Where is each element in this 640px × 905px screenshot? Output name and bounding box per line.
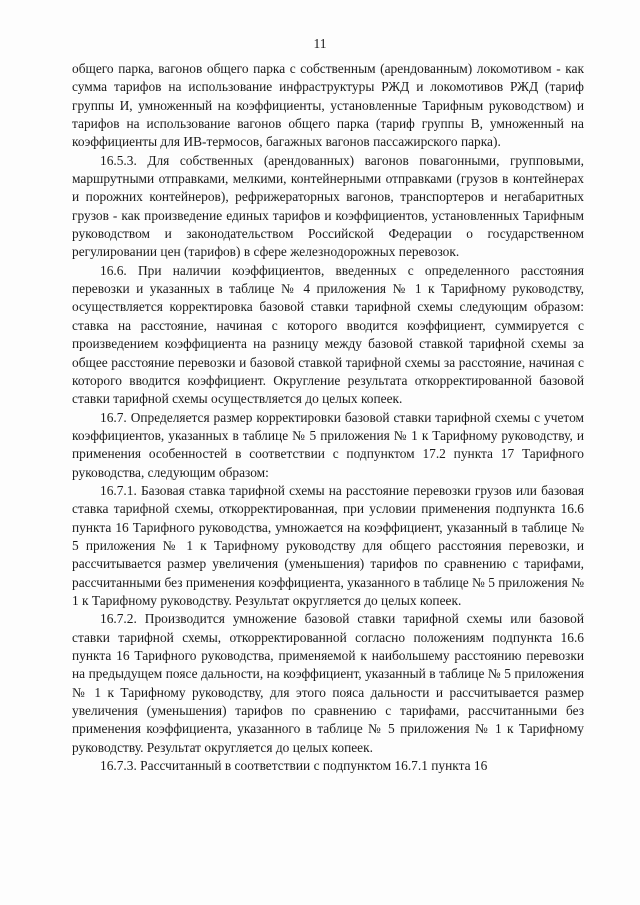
page-number: 11 [313,36,327,51]
paragraph-16-6: 16.6. При наличии коэффициентов, введенных с определенного расстояния перевозки и указанных в таблице № 4 приложения № 1 к Тарифному руководству, осуществляется корректировка базовой ставки тарифной схемы следующим образом: ставка на расстояние, начиная с которого вводится коэффициент, суммируется с произведением коэффициента на разницу между базовой ставкой тарифной схемы за общее расстояние перевозки и базовой ставкой тарифной схемы за расстояние, начиная с которого вводится коэффициент. Округление результата откорректированной базовой ставки тарифной схемы осуществляется до целых копеек. [72,262,584,407]
paragraph-16-5-3: 16.5.3. Для собственных (арендованных) вагонов повагонными, групповыми, маршрутными отправками, мелкими, контейнерными отправками (грузов в контейнерах и порожних контейнеров), рефрижераторных вагонов, транспортеров и негабаритных грузов - как произведение единых тарифов и коэффициентов, установленных Тарифным руководством и законодательством Российской Федерации о государственном регулировании цен (тарифов) в сфере железнодорожных перевозок. [72,152,584,260]
paragraph-16-7-3: 16.7.3. Рассчитанный в соответствии с подпунктом 16.7.1 пункта 16 [100,758,488,774]
paragraph-16-7: 16.7. Определяется размер корректировки базовой ставки тарифной схемы с учетом коэффициентов, указанных в таблице № 5 приложения № 1 к Тарифному руководству, и применения особенностей в соответствии с подпунктом 17.2 пункта 17 Тарифного руководства, следующим образом: [72,409,584,480]
paragraph-continuation: общего парка, вагонов общего парка с собственным (арендованным) локомотивом - как сумма тарифов на использование инфраструктуры РЖД и локомотивов РЖД (тариф группы И, умноженный на коэффициенты, установленные Тарифным руководством) и тарифов на использование вагонов общего парка (тариф группы В, умноженный на коэффициенты для ИВ-термосов, багажных вагонов пассажирского парка). [72,61,584,150]
paragraph-16-7-2: 16.7.2. Производится умножение базовой ставки тарифной схемы или базовой ставки тарифной схемы, откорректированной согласно положениям подпункта 16.6 пункта 16 Тарифного руководства, применяемой к наибольшему расстоянию перевозки на предыдущем поясе дальности, на коэффициент, указанный в таблице № 5 приложения № 1 к Тарифному руководству, для этого пояса дальности и рассчитывается размер увеличения (уменьшения) тарифов по сравнению с тарифами, рассчитанными без применения коэффициента, указанного в таблице № 5 приложения № 1 к Тарифному руководству. Результат округляется до целых копеек. [72,611,584,755]
document-body [72,60,584,775]
paragraph-16-7-1: 16.7.1. Базовая ставка тарифной схемы на расстояние перевозки грузов или базовая ставка тарифной схемы, откорректированная, при условии применения подпункта 16.6 пункта 16 Тарифного руководства, умножается на коэффициент, указанный в таблице № 5 приложения № 1 к Тарифному руководству для общего расстояния перевозки, и рассчитывается размер увеличения (уменьшения) тарифов по сравнению с тарифами, рассчитанными без применения коэффициента, указанного в таблице № 5 приложения № 1 к Тарифному руководству. Результат округляется до целых копеек. [72,482,584,608]
